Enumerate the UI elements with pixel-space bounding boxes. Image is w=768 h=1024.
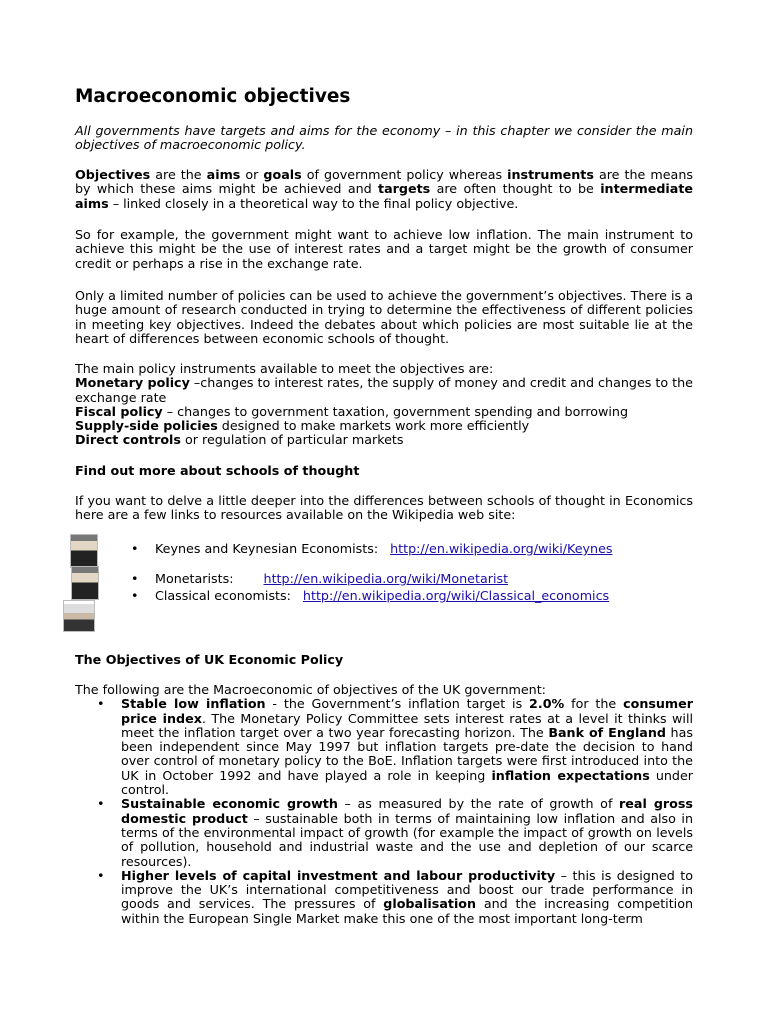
- uk-objectives-section: [75, 683, 693, 926]
- list-item: • Sustainable economic growth – as measured by the rate of growth of real gross domestic product – sustainable both in terms of maintaining low inflation and also in terms of the environmental impact of growth (for example the impact of growth on levels of pollution, household and industrial waste and the use and depletion of our scarce resources).: [97, 796, 693, 869]
- keynes-link[interactable]: http://en.wikipedia.org/wiki/Keynes: [390, 541, 613, 556]
- limited-paragraph: Only a limited number of policies can be used to achieve the government’s objectives. There is a huge amount of research conducted in trying to determine the effectiveness of different policies in meeting key objectives. Indeed the debates about which policies are most suitable lie at the heart of differences between economic schools of thought.: [75, 288, 693, 346]
- schools-links: [75, 534, 693, 634]
- instrument-item: Fiscal policy – changes to government taxation, government spending and borrowing: [75, 403, 629, 419]
- example-paragraph: So for example, the government might want to achieve low inflation. The main instrument to achieve this might be the use of interest rates and a target might be the growth of consumer credit or perhaps a rise in the exchange rate.: [75, 227, 693, 271]
- instrument-item: Direct controls or regulation of particular markets: [75, 432, 404, 448]
- uk-objectives-lead: The following are the Macroeconomic of objectives of the UK government:: [75, 682, 546, 697]
- monetarist-link[interactable]: http://en.wikipedia.org/wiki/Monetarist: [263, 571, 509, 586]
- list-item: • Monetarists: http://en.wikipedia.org/wiki/Monetarist: [131, 571, 509, 586]
- objectives-paragraph: Objectives are the aims or goals of government policy whereas instruments are the means by which these aims might be achieved and targets are often thought to be intermediate aims – linked closely in a theoretical way to the final policy objective.: [75, 167, 693, 211]
- schools-intro: If you want to delve a little deeper into the differences between schools of thought in Economics here are a few links to resources available on the Wikipedia web site:: [75, 493, 693, 523]
- page-title: Macroeconomic objectives: [75, 86, 351, 107]
- schools-heading: Find out more about schools of thought: [75, 463, 360, 478]
- intro-paragraph: All governments have targets and aims for the economy – in this chapter we consider the main objectives of macroeconomic policy.: [75, 123, 693, 153]
- list-item: • Keynes and Keynesian Economists: http://en.wikipedia.org/wiki/Keynes: [131, 541, 613, 556]
- list-item: • Classical economists: http://en.wikipedia.org/wiki/Classical_economics: [131, 588, 610, 603]
- instruments-lead: The main policy instruments available to meet the objectives are:: [75, 361, 494, 376]
- instrument-item: Monetary policy –changes to interest rates, the supply of money and credit and changes to the exchange rate: [75, 375, 693, 405]
- classical-link[interactable]: http://en.wikipedia.org/wiki/Classical_economics: [302, 588, 610, 603]
- objectives-list: [75, 697, 693, 926]
- instruments-section: [75, 362, 693, 448]
- list-item: • Higher levels of capital investment and labour productivity – this is designed to improve the UK’s international competitiveness and boost our trade performance in goods and services. The pressures of globalisation and the increasing competition within the European Single Market make this one of the most important long-term: [97, 867, 694, 926]
- links-list: [75, 534, 693, 634]
- uk-objectives-heading: The Objectives of UK Economic Policy: [75, 652, 344, 667]
- list-item: • Stable low inflation - the Government’s inflation target is 2.0% for the consumer price index. The Monetary Policy Committee sets interest rates at a level it thinks will meet the inflation target over a two year forecasting horizon. The Bank of England has been independent since May 1997 but inflation targets pre-date the decision to hand over control of monetary policy to the BoE. Inflation targets were first introduced into the UK in October 1992 and have played a role in keeping inflation expectations under control.: [97, 696, 694, 798]
- instrument-item: Supply-side policies designed to make markets work more efficiently: [75, 418, 530, 434]
